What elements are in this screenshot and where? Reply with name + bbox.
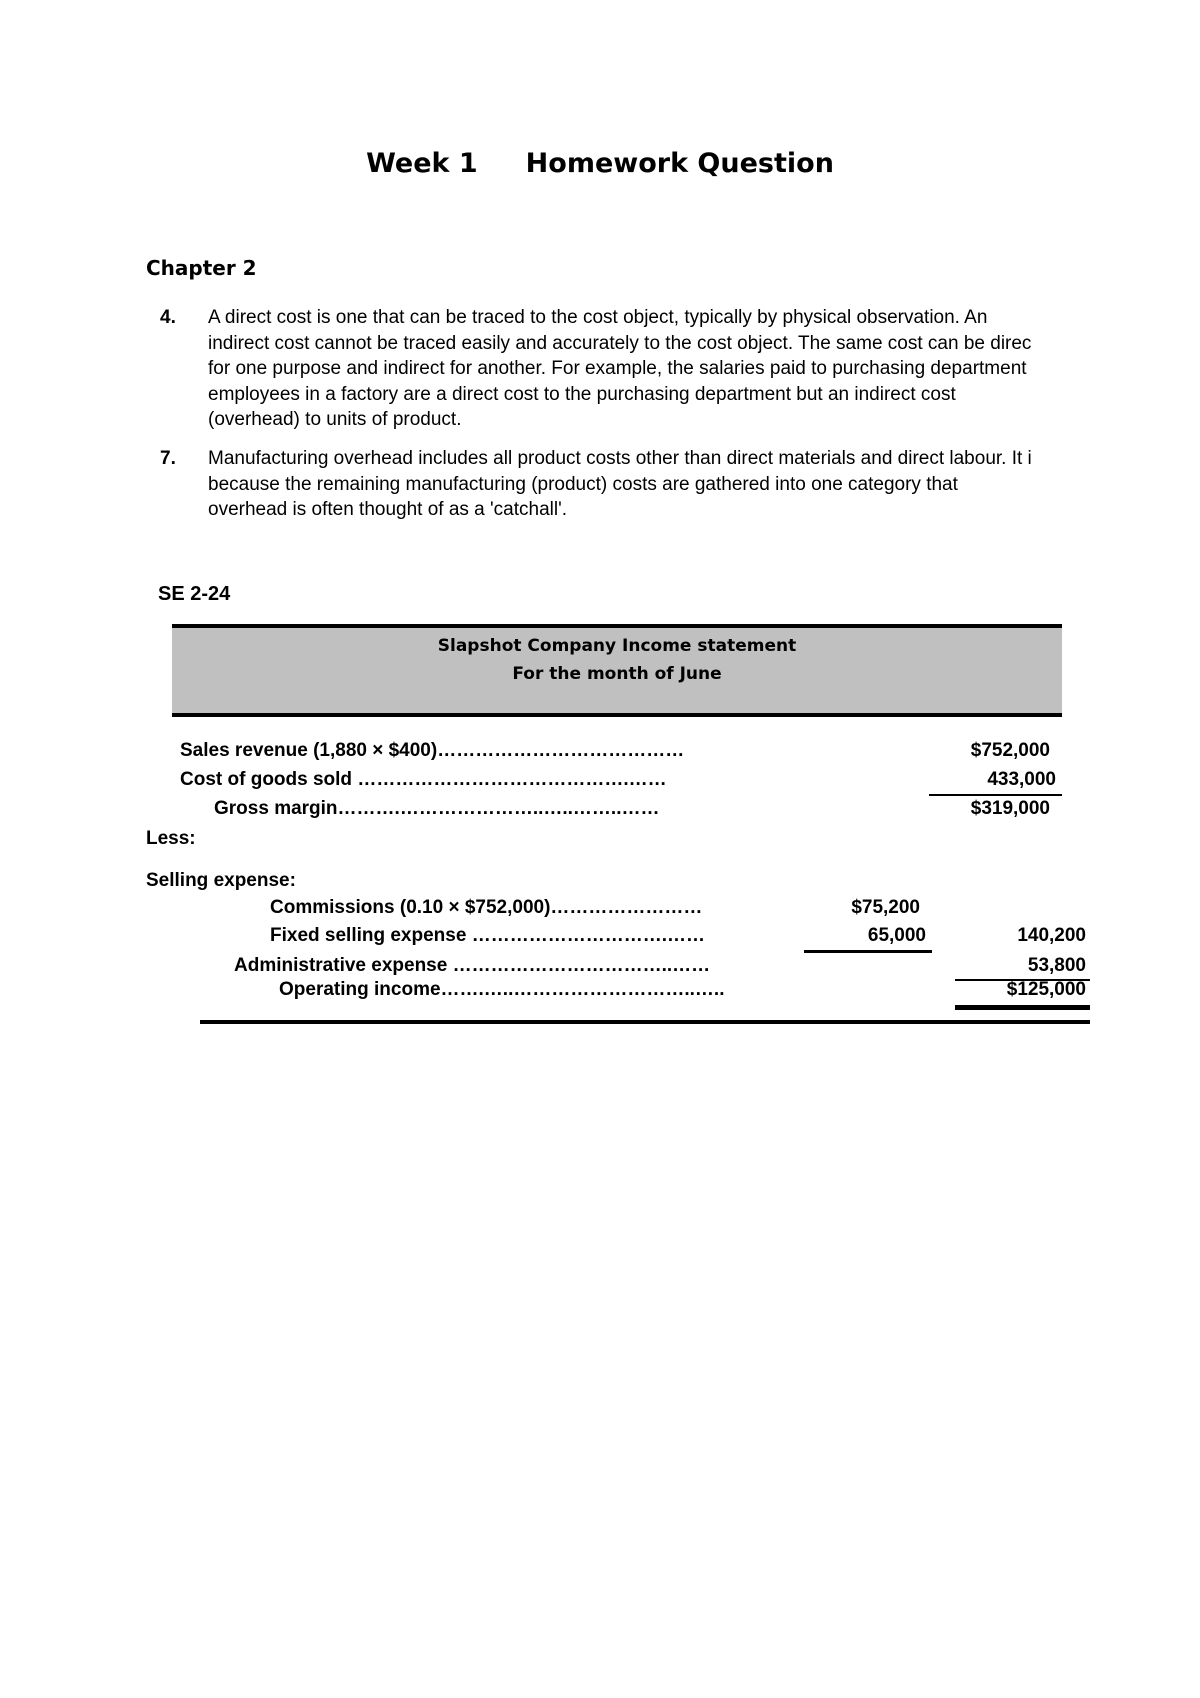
cogs-label: Cost of goods sold …………………………………….…… [180,769,667,790]
statement-bottom-rule [200,1020,1090,1024]
answer-line: A direct cost is one that can be traced to the cost object, typically by physical observation. An [208,307,988,328]
answer-line: (overhead) to units of product. [208,409,462,430]
question-number: 7. [160,448,176,469]
operating-income-amount: $125,000 [1006,979,1086,1000]
admin-expense-amount: 53,800 [1027,955,1086,976]
statement-title: Slapshot Company Income statement [437,636,797,656]
answer-line: Manufacturing overhead includes all product costs other than direct materials and direct labour. It i [208,448,1032,469]
answer-line: indirect cost cannot be traced easily and accurately to the cost object. The same cost can be direc [208,332,1032,354]
fixed-selling-label: Fixed selling expense ………………………….…… [270,925,705,946]
question-answer [208,305,1031,433]
title-homework: Homework Question [525,148,834,179]
answer-line: employees in a factory are a direct cost to the purchasing department but an indirect cost [208,383,956,405]
gross-margin-label: Gross margin……….…………………..…..……..…… [214,798,660,819]
selling-expense-label: Selling expense: [146,870,296,891]
question-number: 4. [160,307,176,328]
chapter-heading: Chapter 2 [146,256,257,280]
double-underline [955,1005,1090,1010]
exercise-label: SE 2-24 [158,583,231,605]
income-statement-header [172,624,1062,717]
answer-line: overhead is often thought of as a 'catchall'. [208,499,567,520]
sales-revenue-amount: $752,000 [970,740,1050,761]
gross-margin-amount: $319,000 [970,798,1050,819]
sales-revenue-label: Sales revenue (1,880 × $400)………………………………… [180,740,685,761]
statement-period: For the month of June [512,664,722,684]
less-label: Less: [146,828,196,849]
cogs-amount: 433,000 [987,769,1056,790]
admin-expense-label: Administrative expense ……………………………..…… [234,955,711,976]
underline [804,950,932,953]
page-title [0,148,1200,179]
question-answer [208,446,1032,523]
title-week: Week 1 [366,148,478,179]
fixed-selling-amount: 65,000 [867,925,926,946]
operating-income-label: Operating income…….…..………………………..….. [279,979,725,1000]
selling-total-amount: 140,200 [1017,925,1086,946]
commissions-label: Commissions (0.10 × $752,000)…………………… [270,897,703,918]
commissions-amount: $75,200 [851,897,920,918]
answer-line: because the remaining manufacturing (product) costs are gathered into one category that [208,473,958,495]
answer-line: for one purpose and indirect for another. For example, the salaries paid to purchasing department [208,358,1027,379]
